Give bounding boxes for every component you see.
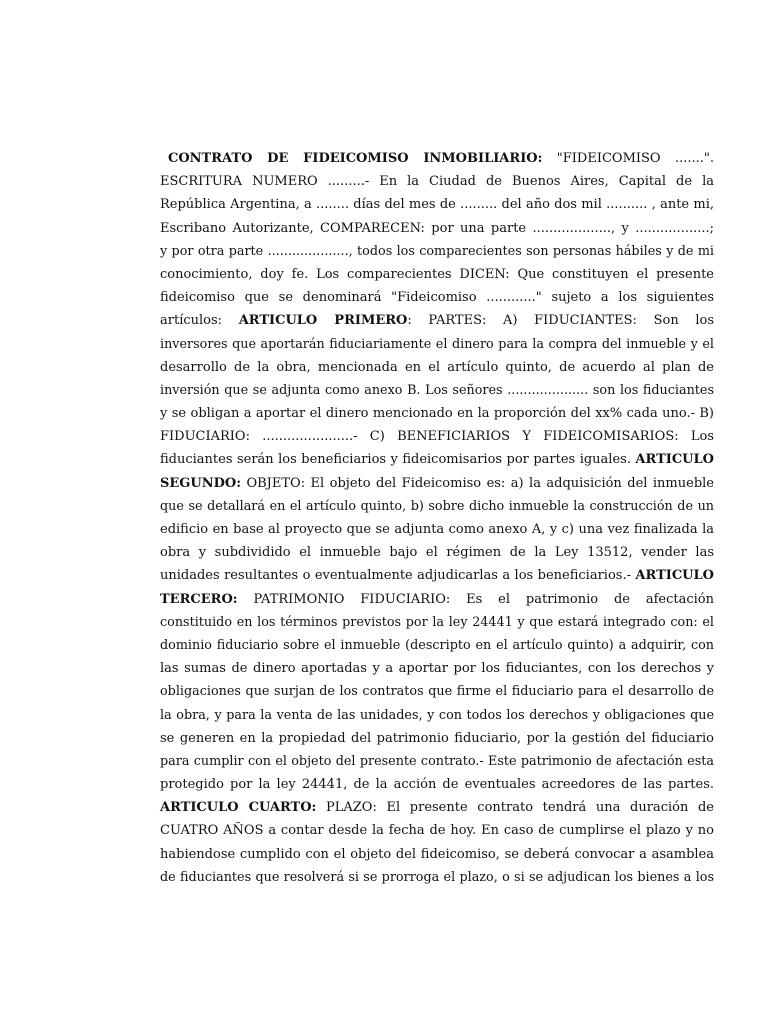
text-segment: se generen en la propiedad del patrimonio fiduciario, por la gestión del fiduciario: [160, 730, 714, 746]
text-line: [160, 727, 714, 750]
text-segment: FIDUCIARIO: ......................- C) BENEFICIARIOS Y FIDEICOMISARIOS: Los: [160, 429, 714, 445]
text-line: [160, 448, 714, 471]
text-line: [160, 379, 714, 402]
text-line: [160, 170, 714, 193]
text-line: [160, 541, 714, 564]
text-line: [160, 750, 714, 773]
text-segment: ESCRITURA NUMERO .........- En la Ciudad de Buenos Aires, Capital de la: [160, 174, 714, 190]
text-line: [160, 309, 714, 332]
text-line: [160, 425, 714, 448]
text-segment: Escribano Autorizante, COMPARECEN: por una parte ..................., y ..................;: [160, 220, 714, 236]
text-line: [160, 147, 714, 170]
text-segment: protegido por la ley 24441, de la acción de eventuales acreedores de las partes.: [160, 777, 714, 793]
text-line: [160, 611, 714, 634]
text-segment: fideicomiso que se denominará "Fideicomiso ............" sujeto a los siguientes: [160, 290, 714, 306]
text-segment: y se obligan a aportar el dinero mencionado en la proporción del xx% cada uno.- B): [160, 406, 714, 422]
text-line: [160, 472, 714, 495]
text-line: [160, 796, 714, 819]
bold-heading-segment: CONTRATO DE FIDEICOMISO INMOBILIARIO:: [168, 151, 543, 166]
text-segment: OBJETO: El objeto del Fideicomiso es: a) la adquisición del inmueble: [241, 475, 714, 491]
bold-heading-segment: ARTICULO: [635, 452, 714, 468]
text-segment: "FIDEICOMISO .......".: [542, 151, 714, 166]
text-line: [160, 217, 714, 240]
text-segment: la obra, y para la venta de las unidades, y con todos los derechos y obligaciones que: [160, 707, 714, 723]
bold-heading-segment: TERCERO:: [160, 591, 238, 607]
text-line: [160, 634, 714, 657]
text-segment: inversión que se adjunta como anexo B. Los señores .................... son los fiduciantes: [160, 382, 714, 398]
text-line: [160, 286, 714, 309]
text-line: [160, 495, 714, 518]
text-segment: obra y subdividido el inmueble bajo el régimen de la Ley 13512, vender las: [160, 545, 714, 561]
text-segment: constituido en los términos previstos por la ley 24441 y que estará integrado con: el: [160, 614, 714, 630]
text-line: [160, 356, 714, 379]
text-segment: : PARTES: A) FIDUCIANTES: Son los: [407, 313, 714, 329]
text-segment: artículos:: [160, 313, 239, 329]
bold-heading-segment: ARTICULO PRIMERO: [238, 313, 408, 329]
text-line: [160, 773, 714, 796]
text-segment: y por otra parte ...................., todos los comparecientes son personas hábiles y de mi: [160, 243, 714, 259]
text-line: [160, 866, 714, 889]
text-line: [160, 240, 714, 263]
text-segment: fiduciantes serán los beneficiarios y fideicomisarios por partes iguales.: [160, 452, 636, 468]
text-line: [160, 657, 714, 680]
text-segment: PLAZO: El presente contrato tendrá una duración de: [316, 800, 714, 816]
text-segment: desarrollo de la obra, mencionada en el artículo quinto, de acuerdo al plan de: [160, 359, 714, 375]
text-segment: dominio fiduciario sobre el inmueble (descripto en el artículo quinto) a adquirir, con: [160, 637, 714, 653]
text-segment: las sumas de dinero aportadas y a aportar por los fiduciantes, con los derechos y: [160, 661, 714, 677]
text-line: [160, 680, 714, 703]
text-line: [160, 402, 714, 425]
text-segment: inversores que aportarán fiduciariamente el dinero para la compra del inmueble y el: [160, 336, 714, 352]
text-segment: CUATRO AÑOS a contar desde la fecha de hoy. En caso de cumplirse el plazo y no: [160, 823, 714, 839]
text-segment: conocimiento, doy fe. Los comparecientes DICEN: Que constituyen el presente: [160, 266, 714, 282]
text-line: [160, 518, 714, 541]
text-segment: para cumplir con el objeto del presente contrato.- Este patrimonio de afectación esta: [160, 753, 714, 769]
contract-body-text: [160, 147, 714, 889]
bold-heading-segment: ARTICULO CUARTO:: [160, 800, 317, 816]
text-segment: habiendose cumplido con el objeto del fideicomiso, se deberá convocar a asamblea: [160, 846, 714, 862]
text-segment: de fiduciantes que resolverá si se prorroga el plazo, o si se adjudican los bienes a los: [160, 869, 714, 885]
text-segment: que se detallará en el artículo quinto, b) sobre dicho inmueble la construcción de un: [160, 498, 714, 514]
text-line: [160, 263, 714, 286]
text-line: [160, 193, 714, 216]
text-segment: República Argentina, a ........ días del mes de ......... del año dos mil .......... , ante mi,: [160, 197, 714, 213]
text-line: [160, 819, 714, 842]
text-segment: edificio en base al proyecto que se adjunta como anexo A, y c) una vez finalizada la: [160, 522, 714, 537]
bold-heading-segment: SEGUNDO:: [160, 475, 242, 491]
text-line: [160, 564, 714, 587]
text-line: [160, 333, 714, 356]
text-line: [160, 843, 714, 866]
text-segment: PATRIMONIO FIDUCIARIO: Es el patrimonio de afectación: [237, 591, 714, 607]
text-line: [160, 588, 714, 611]
text-line: [160, 704, 714, 727]
text-segment: obligaciones que surjan de los contratos que firme el fiduciario para el desarrollo de: [160, 684, 714, 700]
text-segment: unidades resultantes o eventualmente adjudicarlas a los beneficiarios.-: [160, 568, 636, 584]
bold-heading-segment: ARTICULO: [635, 568, 714, 584]
